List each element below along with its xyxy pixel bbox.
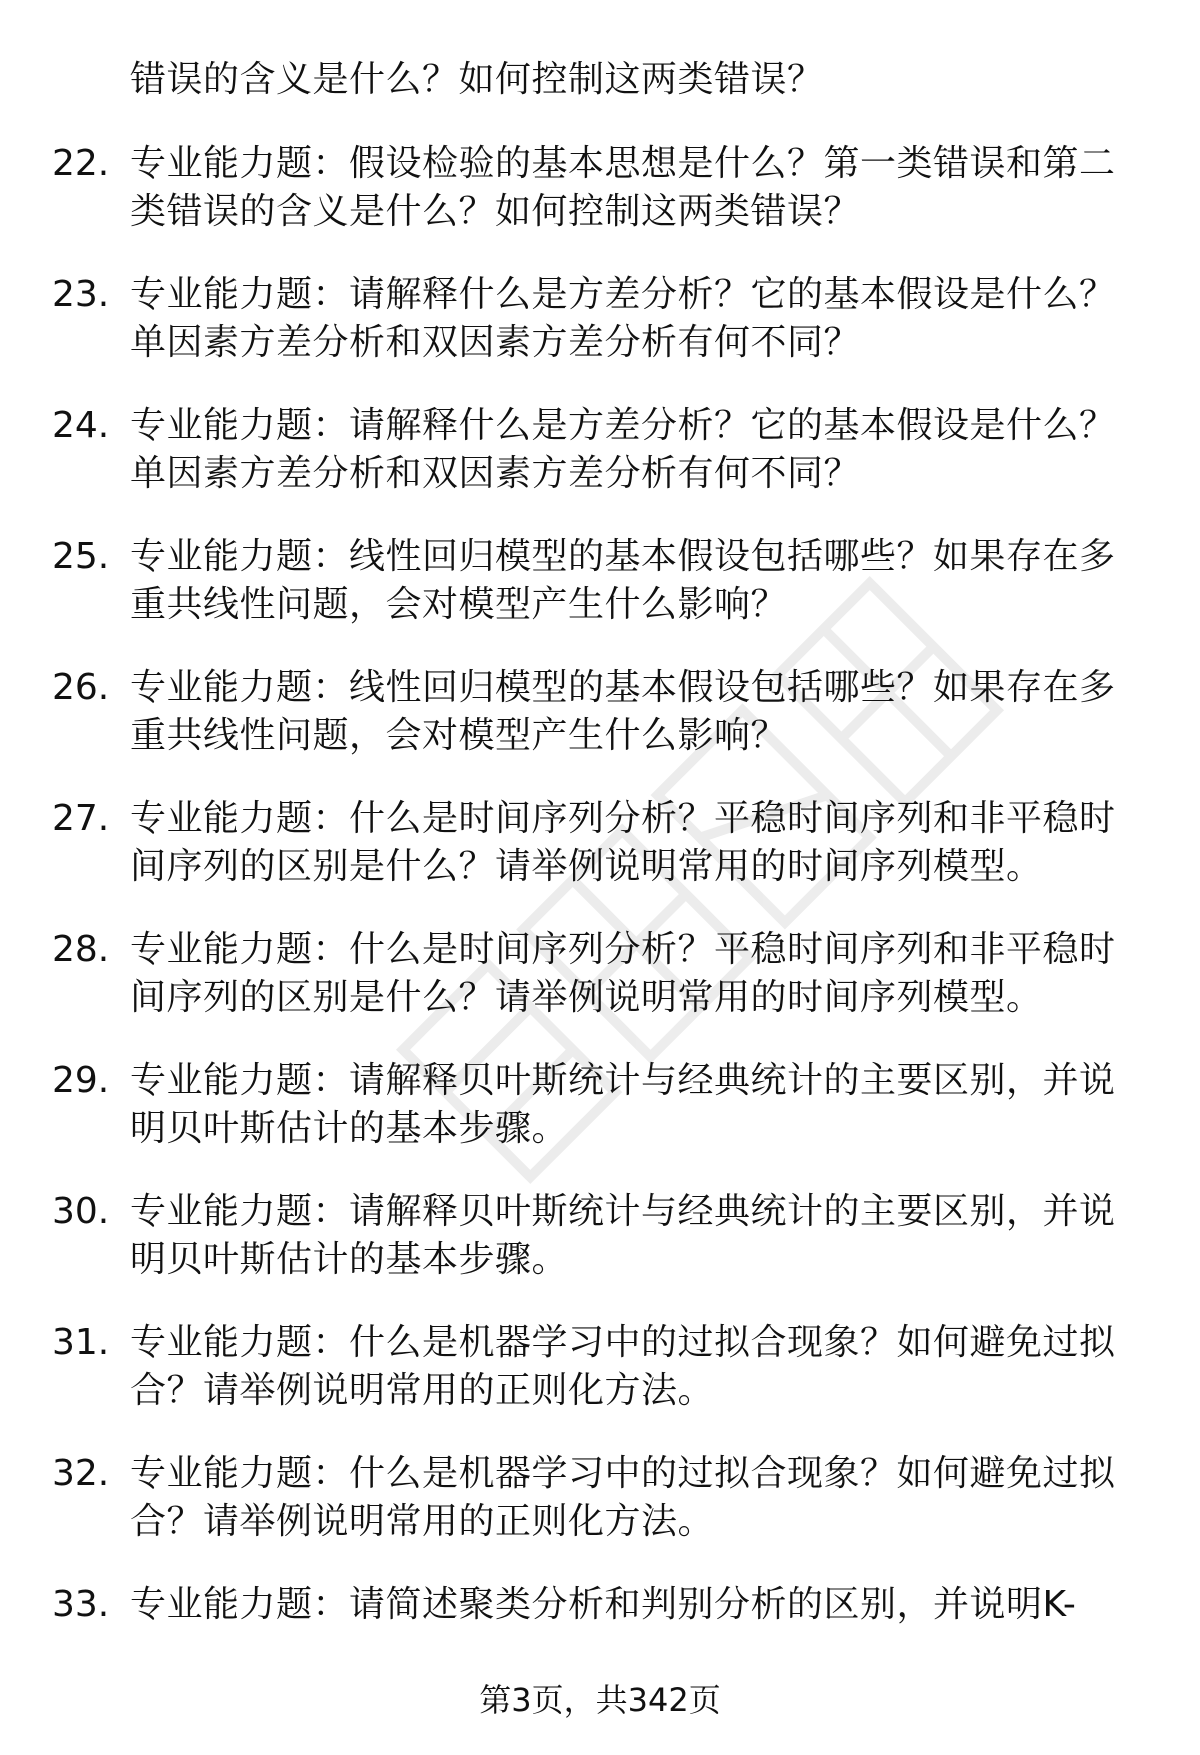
question-text: 专业能力题：请解释贝叶斯统计与经典统计的主要区别，并说明贝叶斯估计的基本步骤。 <box>130 1060 1116 1149</box>
list-item <box>0 271 1200 402</box>
question-number: 22. <box>52 143 110 184</box>
question-number: 30. <box>52 1191 110 1232</box>
question-text: 专业能力题：线性回归模型的基本假设包括哪些？如果存在多重共线性问题，会对模型产生什么影响？ <box>130 536 1116 625</box>
list-item <box>0 1057 1200 1188</box>
list-item <box>0 1450 1200 1581</box>
question-text: 专业能力题：什么是时间序列分析？平稳时间序列和非平稳时间序列的区别是什么？请举例说明常用的时间序列模型。 <box>130 929 1116 1018</box>
question-text: 专业能力题：请解释什么是方差分析？它的基本假设是什么？单因素方差分析和双因素方差分析有何不同？ <box>130 274 1116 363</box>
question-text: 专业能力题：请简述聚类分析和判别分析的区别，并说明K- <box>130 1584 1077 1625</box>
question-text: 专业能力题：线性回归模型的基本假设包括哪些？如果存在多重共线性问题，会对模型产生什么影响？ <box>130 667 1116 756</box>
list-item <box>0 533 1200 664</box>
list-item <box>0 926 1200 1057</box>
list-item <box>0 402 1200 533</box>
question-text: 专业能力题：什么是机器学习中的过拟合现象？如何避免过拟合？请举例说明常用的正则化方法。 <box>130 1453 1116 1542</box>
carry-over-text: 错误的含义是什么？如何控制这两类错误？ <box>130 59 824 100</box>
question-number: 28. <box>52 929 110 970</box>
list-item <box>0 795 1200 926</box>
question-number: 27. <box>52 798 110 839</box>
list-item <box>0 140 1200 271</box>
page-footer: 第3页，共342页 <box>479 1681 721 1719</box>
question-number: 32. <box>52 1453 110 1494</box>
question-number: 23. <box>52 274 110 315</box>
list-item <box>0 1188 1200 1319</box>
question-number: 29. <box>52 1060 110 1101</box>
question-text: 专业能力题：假设检验的基本思想是什么？第一类错误和第二类错误的含义是什么？如何控制这两类错误？ <box>130 143 1116 232</box>
question-number: 33. <box>52 1584 110 1625</box>
question-number: 25. <box>52 536 110 577</box>
question-text: 专业能力题：什么是时间序列分析？平稳时间序列和非平稳时间序列的区别是什么？请举例说明常用的时间序列模型。 <box>130 798 1116 887</box>
question-number: 26. <box>52 667 110 708</box>
question-text: 专业能力题：请解释什么是方差分析？它的基本假设是什么？单因素方差分析和双因素方差分析有何不同？ <box>130 405 1116 494</box>
question-list <box>0 140 1200 1712</box>
question-text: 专业能力题：什么是机器学习中的过拟合现象？如何避免过拟合？请举例说明常用的正则化方法。 <box>130 1322 1116 1411</box>
question-text: 专业能力题：请解释贝叶斯统计与经典统计的主要区别，并说明贝叶斯估计的基本步骤。 <box>130 1191 1116 1280</box>
question-number: 24. <box>52 405 110 446</box>
list-item <box>0 664 1200 795</box>
list-item <box>0 1319 1200 1450</box>
question-number: 31. <box>52 1322 110 1363</box>
